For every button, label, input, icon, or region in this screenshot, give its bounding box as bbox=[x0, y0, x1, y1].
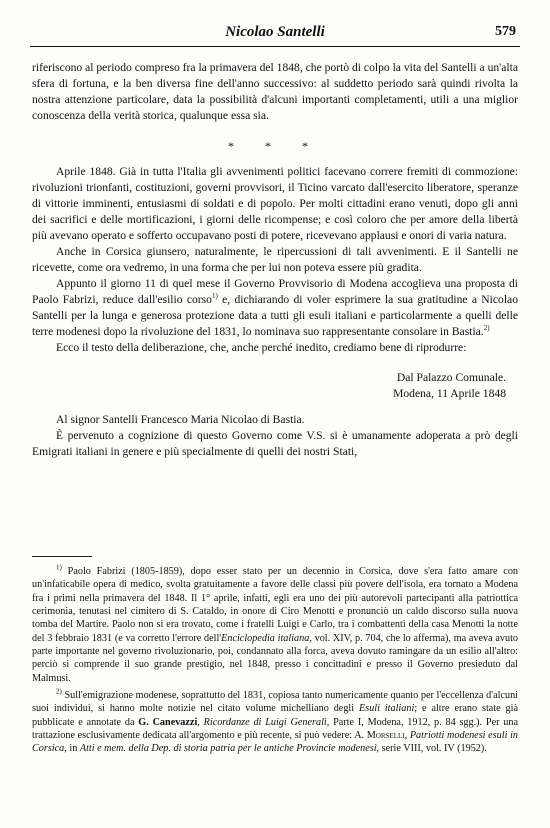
main-text bbox=[32, 60, 518, 460]
footnote-1-marker: 1) bbox=[56, 563, 62, 572]
paragraph-appunto bbox=[32, 276, 518, 340]
paragraph-appunto-text: Appunto il giorno 11 di quel mese il Governo Provvisorio di Modena accoglieva una proposta di Paolo Fabrizi, reduce dall'esilio corso bbox=[32, 277, 518, 306]
footnote-2-author-2: Morselli bbox=[366, 730, 405, 742]
footnote-2-text-d: , Parte I, Modena, 1912, p. 84 sgg.). Per una trattazione esclusivamente dedicata all'argomento e più recente, si può vedere: A. bbox=[32, 716, 519, 742]
footnote-1-text-b: , vol. XIV, p. 704, che lo afferma), ma aveva avuto parte importante nel governo rivoluzionario, poi, condannato alla forca, aveva dovuto ramingare da un esilio all'altro: perciò si comprende il suo grande prestigio, nel 1848, presso i concittadini e presso il Governo presieduto dal Malmusi. bbox=[32, 632, 519, 684]
salutation: Al signor Santelli Francesco Maria Nicolao di Bastia. bbox=[56, 413, 305, 426]
footnote-2-italic-3: Patriotti modenesi esuli in Corsica bbox=[32, 730, 518, 755]
footnote-rule bbox=[32, 556, 92, 557]
footnote-2-text-b: ; e altre erano state già pubblicate e annotate da bbox=[32, 703, 518, 728]
footnote-2-marker: 2) bbox=[56, 687, 62, 696]
footnote-2-text-c: , bbox=[197, 716, 204, 728]
paragraph-april-1848: Aprile 1848. Già in tutta l'Italia gli avvenimenti politici facevano correre fremiti di commozione: rivoluzioni trionfanti, costituzioni, governi provvisori, il Ticino varcato dall'esercito liberatore, speranze di vittorie imminenti, entusiasmi di soldati e di popolo. Per molti cittadini erano venuti, dopo gli anni dei sacrifici e delle mortificazioni, i giorni delle ricompense; e così coloro che per amore della libertà più avevano operato e sofferto occupavano posti di potere, ricevevano applausi e onori di varia natura. bbox=[32, 165, 518, 242]
footnote-2-text-a: Sull'emigrazione modenese, soprattutto del 1831, copiosa tanto numericamente quanto per l'eccellenza d'alcuni suoi individui, si hanno molte notizie nel citato volume michelliano degli bbox=[32, 690, 518, 715]
page-number: 579 bbox=[495, 24, 516, 39]
running-header bbox=[30, 22, 520, 47]
footnote-2-italic-4: Atti e mem. della Dep. di storia patria per le antiche Provincie modenesi bbox=[79, 743, 377, 755]
paragraph-corsica: Anche in Corsica giunsero, naturalmente, le ripercussioni di tali avvenimenti. E il Santelli ne ricevette, come ora vedremo, in una forma che per lui non poteva essere più gradita. bbox=[32, 245, 518, 274]
footnote-2-text-g: , serie VIII, vol. IV (1952). bbox=[376, 743, 487, 755]
section-separator: * * * bbox=[228, 139, 322, 153]
footnote-2-italic-2: Ricordanze di Luigi Generali bbox=[203, 716, 327, 728]
footnote-2 bbox=[32, 689, 518, 756]
footnote-2-italic-1: Esuli italiani bbox=[359, 703, 415, 715]
footnote-ref-2: 2) bbox=[483, 324, 490, 333]
continuation-paragraph: riferiscono al periodo compreso fra la primavera del 1848, che portò di colpo la vita del Santelli a un'alta sfera di fortuna, e la ben diversa fine dell'anno successivo: al suddetto periodo sarà quindi rivolta la nostra attenzione particolare, data la possibilità d'alcuni importanti completamenti, utili a una miglior conoscenza della verità storica, qualunque essa sia. bbox=[32, 61, 518, 122]
signature-line-2: Modena, 11 Aprile 1848 bbox=[393, 387, 506, 400]
footnote-1-italic: Enciclopedia italiana bbox=[221, 632, 310, 644]
signature-line-1: Dal Palazzo Comunale. bbox=[396, 371, 506, 384]
footnote-ref-1: 1) bbox=[211, 292, 218, 301]
paragraph-ecco: Ecco il testo della deliberazione, che, anche perché inedito, crediamo bene di riprodurre: bbox=[56, 341, 467, 354]
footnote-2-author: G. Canevazzi bbox=[138, 716, 198, 728]
footnotes bbox=[32, 565, 518, 756]
paragraph-appunto-rest: e, dichiarando di voler esprimere la sua gratitudine a Nicolao Santelli per la lunga e generosa protezione data a tutti gli esuli italiani e particolarmente a quelli delle terre modenesi dopo la rivoluzione del 1831, lo nominava suo rappresentante consolare in Bastia. bbox=[32, 293, 518, 338]
footnote-1 bbox=[32, 565, 518, 685]
footnote-1-text-a: Paolo Fabrizi (1805-1859), dopo esser stato per un decennio in Corsica, dove s'era fatto amare con un'infaticabile opera di medico, svolta gratuitamente a favore delle classi più povere dell'isola, era tornato a Modena fra i primi nella primavera del 1848. Il 1° aprile, infatti, egli era uno dei più autorevoli partecipanti alla patriottica cerimonia, tenutasi nel cimitero di S. Cataldo, in onore di Ciro Menotti e pronunciò un caldo discorso sulla nuova tomba del Martire. Paolo non si era trovato, come i fratelli Luigi e Carlo, tra i combattenti della casa Menotti la notte del 3 febbraio 1831 (e va corretto l'errore dell' bbox=[32, 566, 519, 644]
decree-text: È pervenuto a cognizione di questo Governo come V.S. si è umanamente adoperata a prò degli Emigrati italiani in genere e più specialmente di quelli dei nostri Stati, bbox=[32, 429, 518, 458]
running-title: Nicolao Santelli bbox=[225, 24, 325, 40]
footnote-2-text-e: , bbox=[404, 730, 410, 742]
footnote-2-text-f: , in bbox=[64, 743, 80, 755]
